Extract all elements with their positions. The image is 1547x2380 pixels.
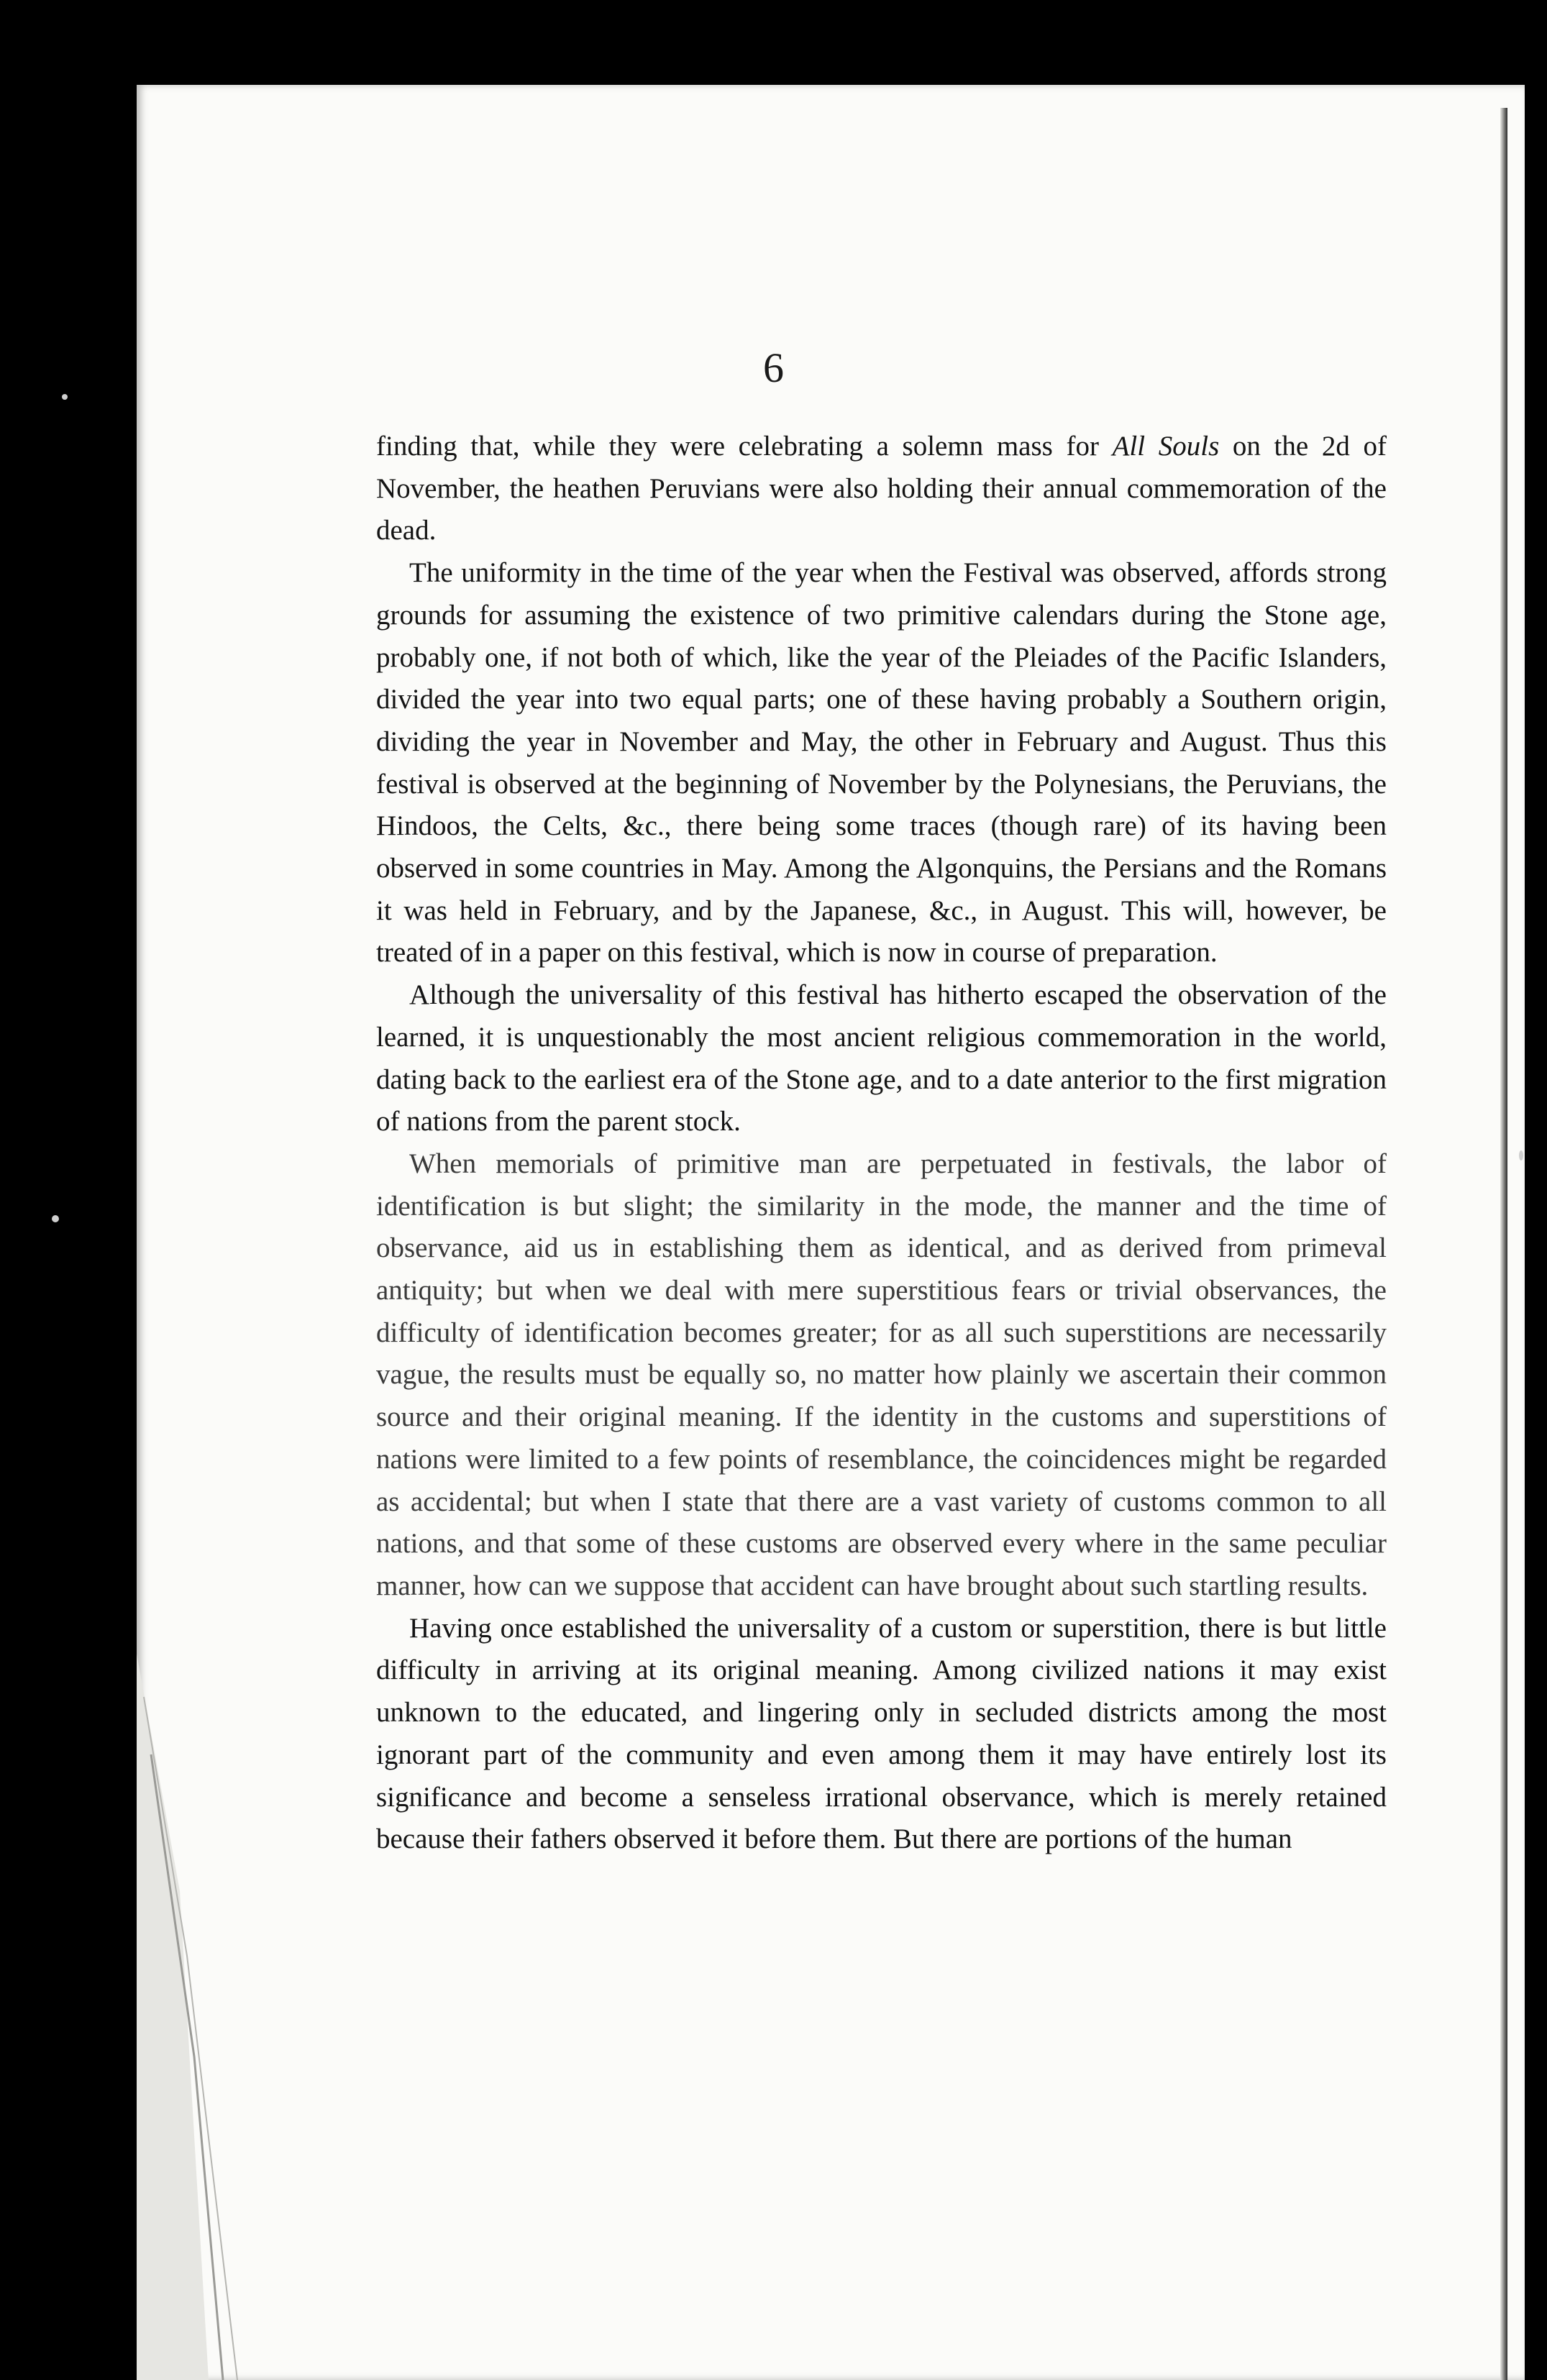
body-text: [376, 426, 1387, 1861]
page-edge: [1500, 108, 1507, 2380]
paragraph: [376, 426, 1387, 552]
page-fold-marks: [137, 1654, 266, 2380]
fold-shadow: [137, 1654, 209, 2380]
scan-speck: [62, 394, 68, 400]
paragraph-text: on the 2d of November, the heathen Peruvians were also holding their annual commemoration of the dead.: [376, 431, 1387, 546]
paragraph: When memorials of primitive man are perpetuated in festivals, the labor of identification is but slight; the similarity in the mode, the manner and the time of observance, aid us in establishing them as identical, and as derived from primeval antiquity; but when we deal with mere superstitious fears or trivial observances, the difficulty of identification becomes greater; for as all such superstitions are necessarily vague, the results must be equally so, no matter how plainly we ascertain their common source and their original meaning. If the identity in the customs and superstitions of nations were limited to a few points of resemblance, the coincidences might be regarded as accidental; but when I state that there are a vast variety of customs common to all nations, and that some of these customs are observed every where in the same peculiar manner, how can we suppose that accident can have brought about such startling results.: [376, 1148, 1387, 1601]
page-number: 6: [763, 344, 784, 391]
paragraph: The uniformity in the time of the year when the Festival was observed, affords strong grounds for assuming the existence of two primitive calendars during the Stone age, probably one, if not both of which, like the year of the Pleiades of the Pacific Islanders, divided the year into two equal parts; one of these having probably a Southern origin, dividing the year in November and May, the other in February and August. Thus this festival is observed at the beginning of November by the Polynesians, the Peruvians, the Hindoos, the Celts, &c., there being some traces (though rare) of its having been observed in some countries in May. Among the Algonquins, the Persians and the Romans it was held in February, and by the Japanese, &c., in August. This will, however, be treated of in a paper on this festival, which is now in course of preparation.: [376, 557, 1387, 969]
scan-speck: [52, 1215, 59, 1222]
scan-speck: [1519, 1150, 1523, 1161]
emphasis-text: All Souls: [1112, 431, 1220, 462]
paragraph: Having once established the universality of a custom or superstition, there is but little difficulty in arriving at its original meaning. Among civilized nations it may exist unknown to the educated, and lingering only in secluded districts among the most ignorant part of the community and even among them it may have entirely lost its significance and become a senseless irrational observance, which is merely retained because their fathers observed it before them. But there are portions of the human: [376, 1612, 1387, 1855]
paragraph-text: finding that, while they were celebrating a solemn mass for: [376, 431, 1113, 462]
paragraph: Although the universality of this festival has hitherto escaped the observation of the learned, it is unquestionably the most ancient religious commemoration in the world, dating back to the earliest era of the Stone age, and to a date anterior to the first migration of nations from the parent stock.: [376, 979, 1387, 1138]
